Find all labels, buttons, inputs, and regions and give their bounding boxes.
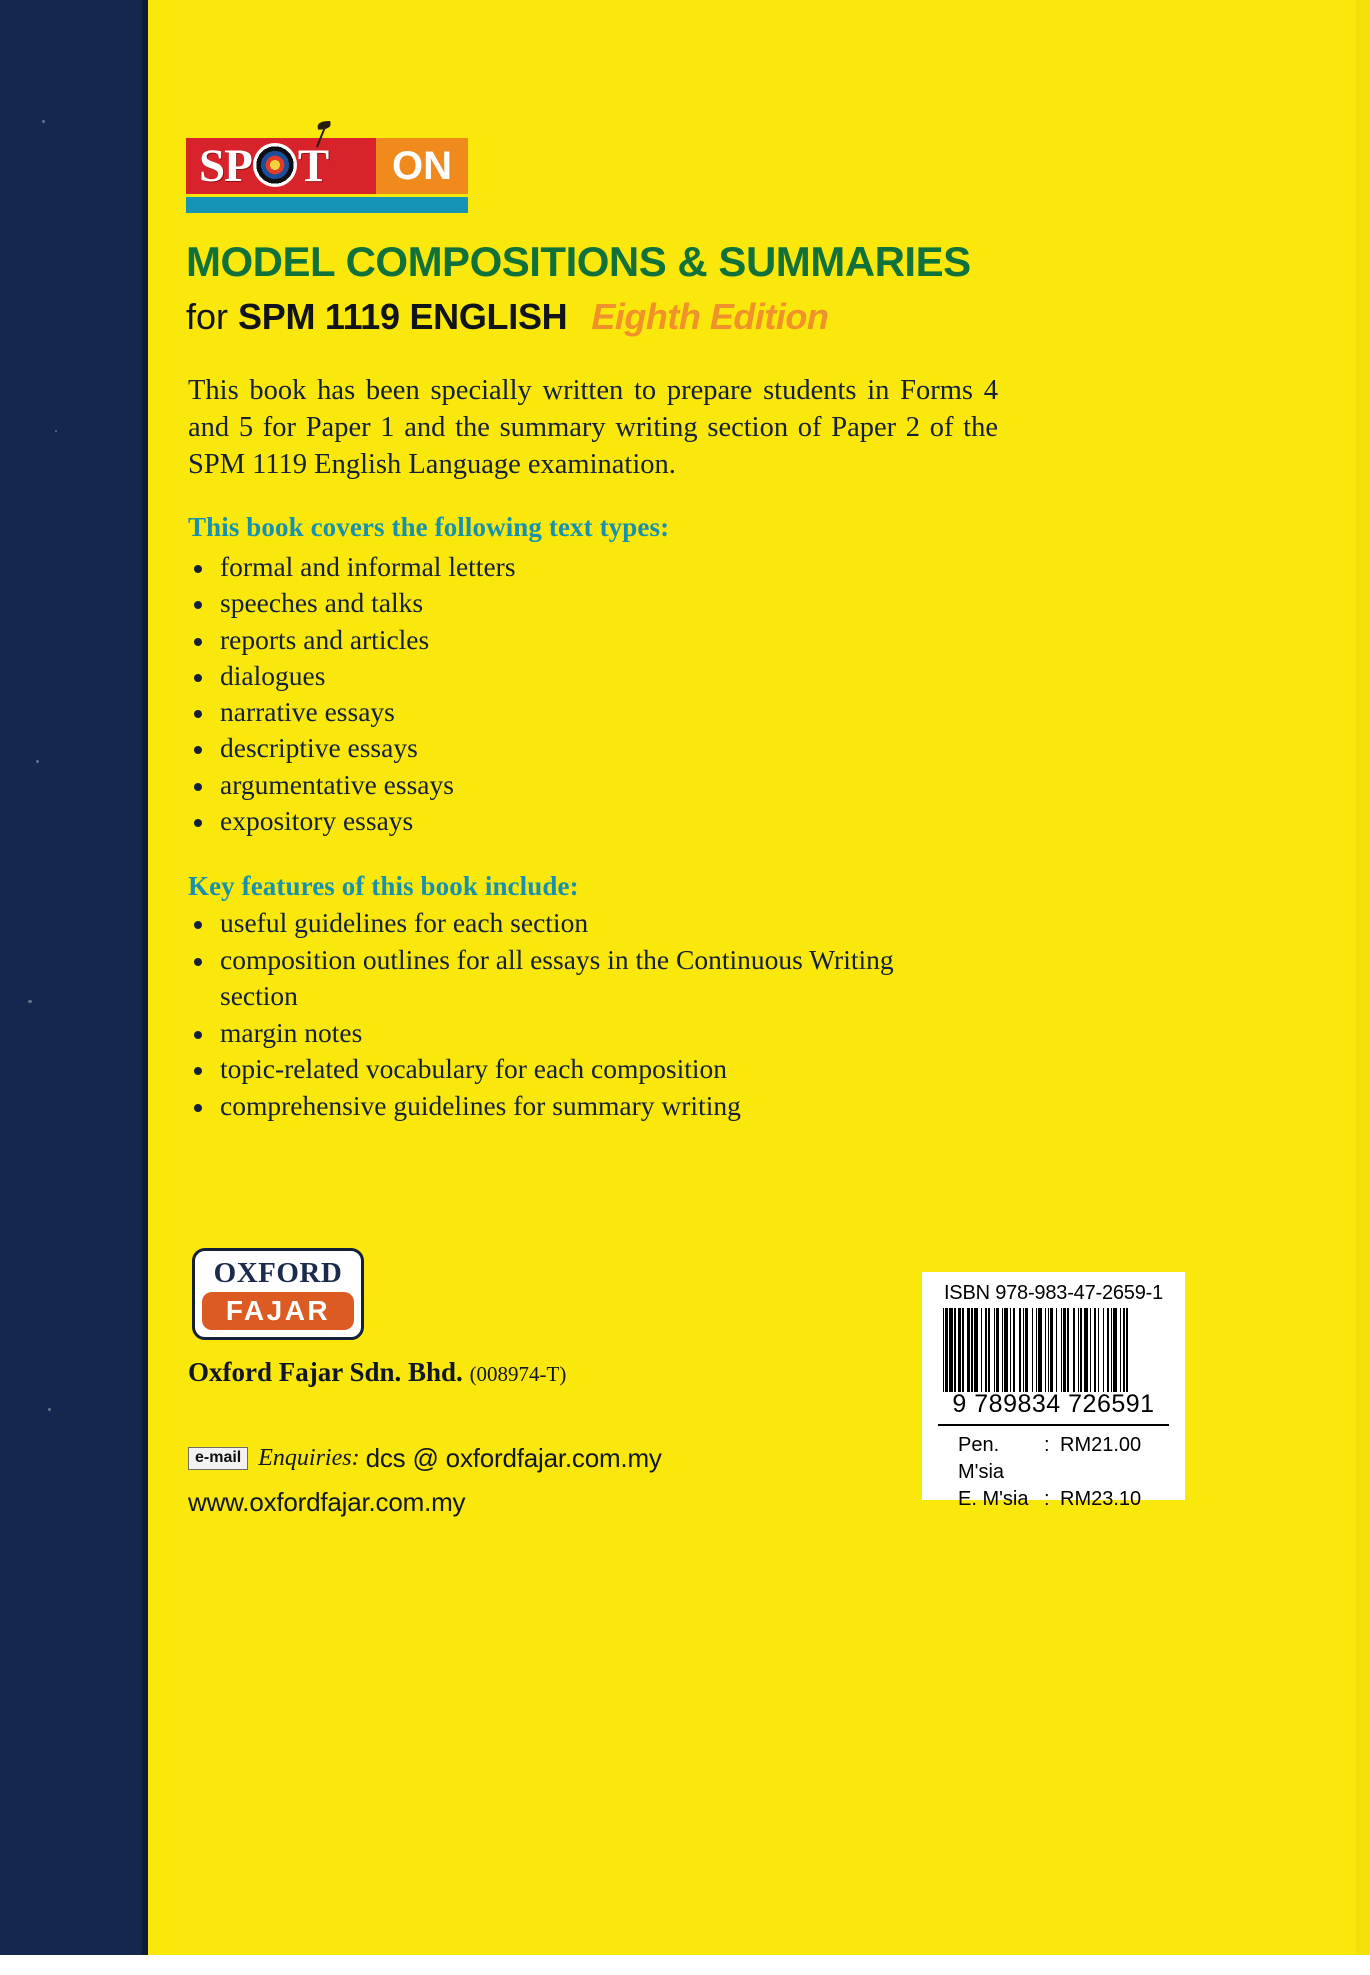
spine-edge	[142, 0, 148, 1955]
barcode-icon	[943, 1308, 1165, 1392]
page-title: MODEL COMPOSITIONS & SUMMARIES	[186, 238, 971, 285]
list-item: formal and informal letters	[186, 549, 516, 585]
logo-red-band	[186, 138, 376, 194]
logo-orange-band	[376, 138, 468, 194]
section-heading-text-types: This book covers the following text types:	[188, 512, 670, 542]
fajar-wordmark: FAJAR	[225, 1295, 331, 1326]
price-row-peninsular	[936, 1432, 1171, 1486]
price-region-label: Pen. M'sia	[958, 1434, 1005, 1483]
list-item: reports and articles	[186, 622, 516, 658]
isbn-text: ISBN 978-983-47-2659-1	[943, 1282, 1164, 1304]
key-features-list	[186, 905, 910, 1124]
subtitle-subject: SPM 1119 ENGLISH	[238, 296, 568, 337]
cover-content	[186, 0, 1186, 1975]
price-row-east	[936, 1486, 1171, 1513]
list-item: composition outlines for all essays in the Continuous Writing section	[186, 942, 910, 1015]
price-region-label: E. M'sia	[958, 1488, 1029, 1510]
list-item: argumentative essays	[186, 767, 516, 803]
price-separator: :	[1044, 1434, 1050, 1456]
list-item: comprehensive guidelines for summary writing	[186, 1088, 910, 1125]
price-value: RM23.10	[1060, 1488, 1142, 1510]
cover-right-edge	[1356, 0, 1370, 1955]
barcode-digits: 9 789834 726591	[952, 1390, 1155, 1418]
oxford-wordmark: OXFORD	[213, 1257, 343, 1289]
barcode-divider	[938, 1424, 1169, 1426]
fajar-pill	[202, 1292, 354, 1330]
list-item: speeches and talks	[186, 585, 516, 621]
section-heading-key-features: Key features of this book include:	[188, 871, 579, 901]
logo-on-wordmark: ON	[392, 144, 452, 188]
publisher-company: Oxford Fajar Sdn. Bhd.	[188, 1357, 463, 1387]
logo-spot-wordmark	[199, 139, 329, 192]
subtitle	[186, 296, 828, 338]
email-contact-row	[188, 1443, 662, 1474]
spot-on-logo	[186, 138, 468, 213]
text-types-list	[186, 549, 516, 839]
list-item: topic-related vocabulary for each composition	[186, 1051, 910, 1088]
email-label: Enquiries:	[258, 1445, 360, 1471]
bullseye-target-icon	[253, 143, 297, 187]
intro-paragraph: This book has been specially written to prepare students in Forms 4 and 5 for Paper 1 and the summary writing section of Paper 2 of the SPM 1119 English Language examination.	[188, 375, 998, 480]
oxford-fajar-logo	[192, 1248, 364, 1340]
list-item: dialogues	[186, 658, 516, 694]
list-item: useful guidelines for each section	[186, 905, 910, 942]
logo-spot-prefix: SP	[199, 139, 252, 192]
website-url[interactable]: www.oxfordfajar.com.my	[188, 1487, 466, 1517]
publisher-name	[188, 1357, 566, 1388]
logo-teal-underbar	[186, 197, 468, 213]
logo-color-bands	[186, 138, 468, 194]
email-address[interactable]: dcs @ oxfordfajar.com.my	[365, 1443, 662, 1473]
list-item: margin notes	[186, 1015, 910, 1052]
edition-badge: Eighth Edition	[591, 296, 829, 337]
list-item: narrative essays	[186, 694, 516, 730]
subtitle-prefix: for	[186, 296, 229, 337]
email-icon: e-mail	[188, 1447, 248, 1470]
price-separator: :	[1044, 1488, 1050, 1510]
barcode-panel	[922, 1272, 1185, 1510]
publisher-registration: (008974-T)	[469, 1362, 567, 1386]
book-spine	[0, 0, 148, 1955]
list-item: descriptive essays	[186, 730, 516, 766]
price-value: RM21.00	[1060, 1434, 1142, 1456]
logo-spot-suffix: T	[297, 139, 329, 192]
list-item: expository essays	[186, 803, 516, 839]
